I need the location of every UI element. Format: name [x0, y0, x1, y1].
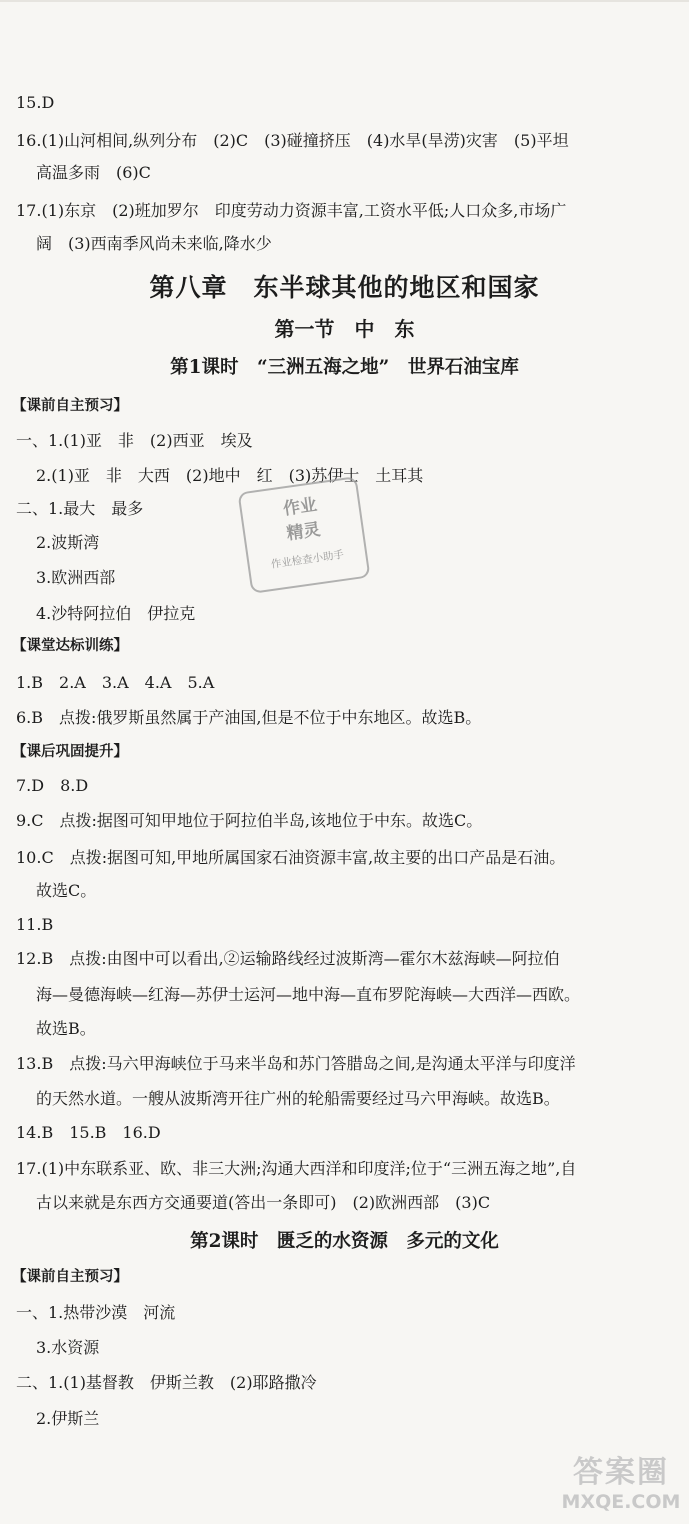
answer-line: 14.B 15.B 16.D — [16, 1123, 161, 1142]
answer-line: 故选C。 — [36, 881, 97, 900]
stamp-text: 作业 — [281, 495, 319, 520]
answer-line: 2.伊斯兰 — [36, 1409, 100, 1428]
answer-line: 二、1.最大 最多 — [16, 499, 144, 518]
answer-line: 海—曼德海峡—红海—苏伊士运河—地中海—直布罗陀海峡—大西洋—西欧。 — [36, 985, 581, 1004]
answer-line: 11.B — [16, 915, 54, 934]
lesson-title: 第1课时 “三洲五海之地” 世界石油宝库 — [170, 357, 519, 378]
stamp-text: 精灵 — [285, 519, 322, 545]
site-watermark — [558, 1456, 684, 1518]
homework-stamp — [237, 476, 370, 594]
section-heading: 【课前自主预习】 — [12, 1269, 128, 1285]
answer-line: 故选B。 — [36, 1019, 96, 1038]
answer-line: 7.D 8.D — [16, 776, 89, 795]
answer-line: 2.波斯湾 — [36, 533, 100, 552]
answer-line: 一、1.热带沙漠 河流 — [16, 1303, 176, 1322]
scan-edge — [0, 0, 689, 2]
section-heading: 【课前自主预习】 — [12, 398, 128, 414]
section-heading: 【课后巩固提升】 — [12, 744, 128, 760]
watermark-text: 答案圈 — [573, 1455, 669, 1490]
answer-line: 9.C 点拨:据图可知甲地位于阿拉伯半岛,该地位于中东。故选C。 — [16, 811, 483, 830]
chapter-title: 第八章 东半球其他的地区和国家 — [149, 273, 540, 302]
answer-line: 10.C 点拨:据图可知,甲地所属国家石油资源丰富,故主要的出口产品是石油。 — [16, 848, 566, 867]
answer-line: 的天然水道。一艘从波斯湾开往广州的轮船需要经过马六甲海峡。故选B。 — [36, 1089, 560, 1108]
answer-line: 13.B 点拨:马六甲海峡位于马来半岛和苏门答腊岛之间,是沟通太平洋与印度洋 — [16, 1054, 576, 1073]
answer-line: 一、1.(1)亚 非 (2)西亚 埃及 — [16, 431, 253, 450]
answer-line: 古以来就是东西方交通要道(答出一条即可) (2)欧洲西部 (3)C — [36, 1193, 491, 1212]
section-heading: 【课堂达标训练】 — [12, 638, 128, 654]
answer-line: 16.(1)山河相间,纵列分布 (2)C (3)碰撞挤压 (4)水旱(旱涝)灾害 (5)平坦 — [16, 131, 569, 150]
answer-line: 3.欧洲西部 — [36, 568, 116, 587]
answer-line: 15.D — [16, 93, 55, 112]
section-title: 第一节 中 东 — [274, 317, 415, 341]
answer-line: 17.(1)东京 (2)班加罗尔 印度劳动力资源丰富,工资水平低;人口众多,市场广 — [16, 201, 567, 220]
answer-line: 二、1.(1)基督教 伊斯兰教 (2)耶路撒冷 — [16, 1373, 317, 1392]
lesson-title: 第2课时 匮乏的水资源 多元的文化 — [190, 1231, 499, 1252]
watermark-text: MXQE.COM — [561, 1491, 681, 1513]
answer-line: 2.(1)亚 非 大西 (2)地中 红 (3)苏伊士 土耳其 — [36, 466, 424, 485]
answer-line: 3.水资源 — [36, 1338, 100, 1357]
answer-line: 12.B 点拨:由图中可以看出,②运输路线经过波斯湾—霍尔木兹海峡—阿拉伯 — [16, 949, 560, 968]
answer-line: 6.B 点拨:俄罗斯虽然属于产油国,但是不位于中东地区。故选B。 — [16, 708, 482, 727]
stamp-text: 作业检查小助手 — [270, 548, 345, 571]
answer-line: 阔 (3)西南季风尚未来临,降水少 — [36, 234, 272, 253]
answer-line: 4.沙特阿拉伯 伊拉克 — [36, 604, 196, 623]
answer-line: 高温多雨 (6)C — [36, 163, 151, 182]
answer-line: 17.(1)中东联系亚、欧、非三大洲;沟通大西洋和印度洋;位于“三洲五海之地”,自 — [16, 1159, 577, 1178]
answer-line: 1.B 2.A 3.A 4.A 5.A — [16, 673, 215, 692]
